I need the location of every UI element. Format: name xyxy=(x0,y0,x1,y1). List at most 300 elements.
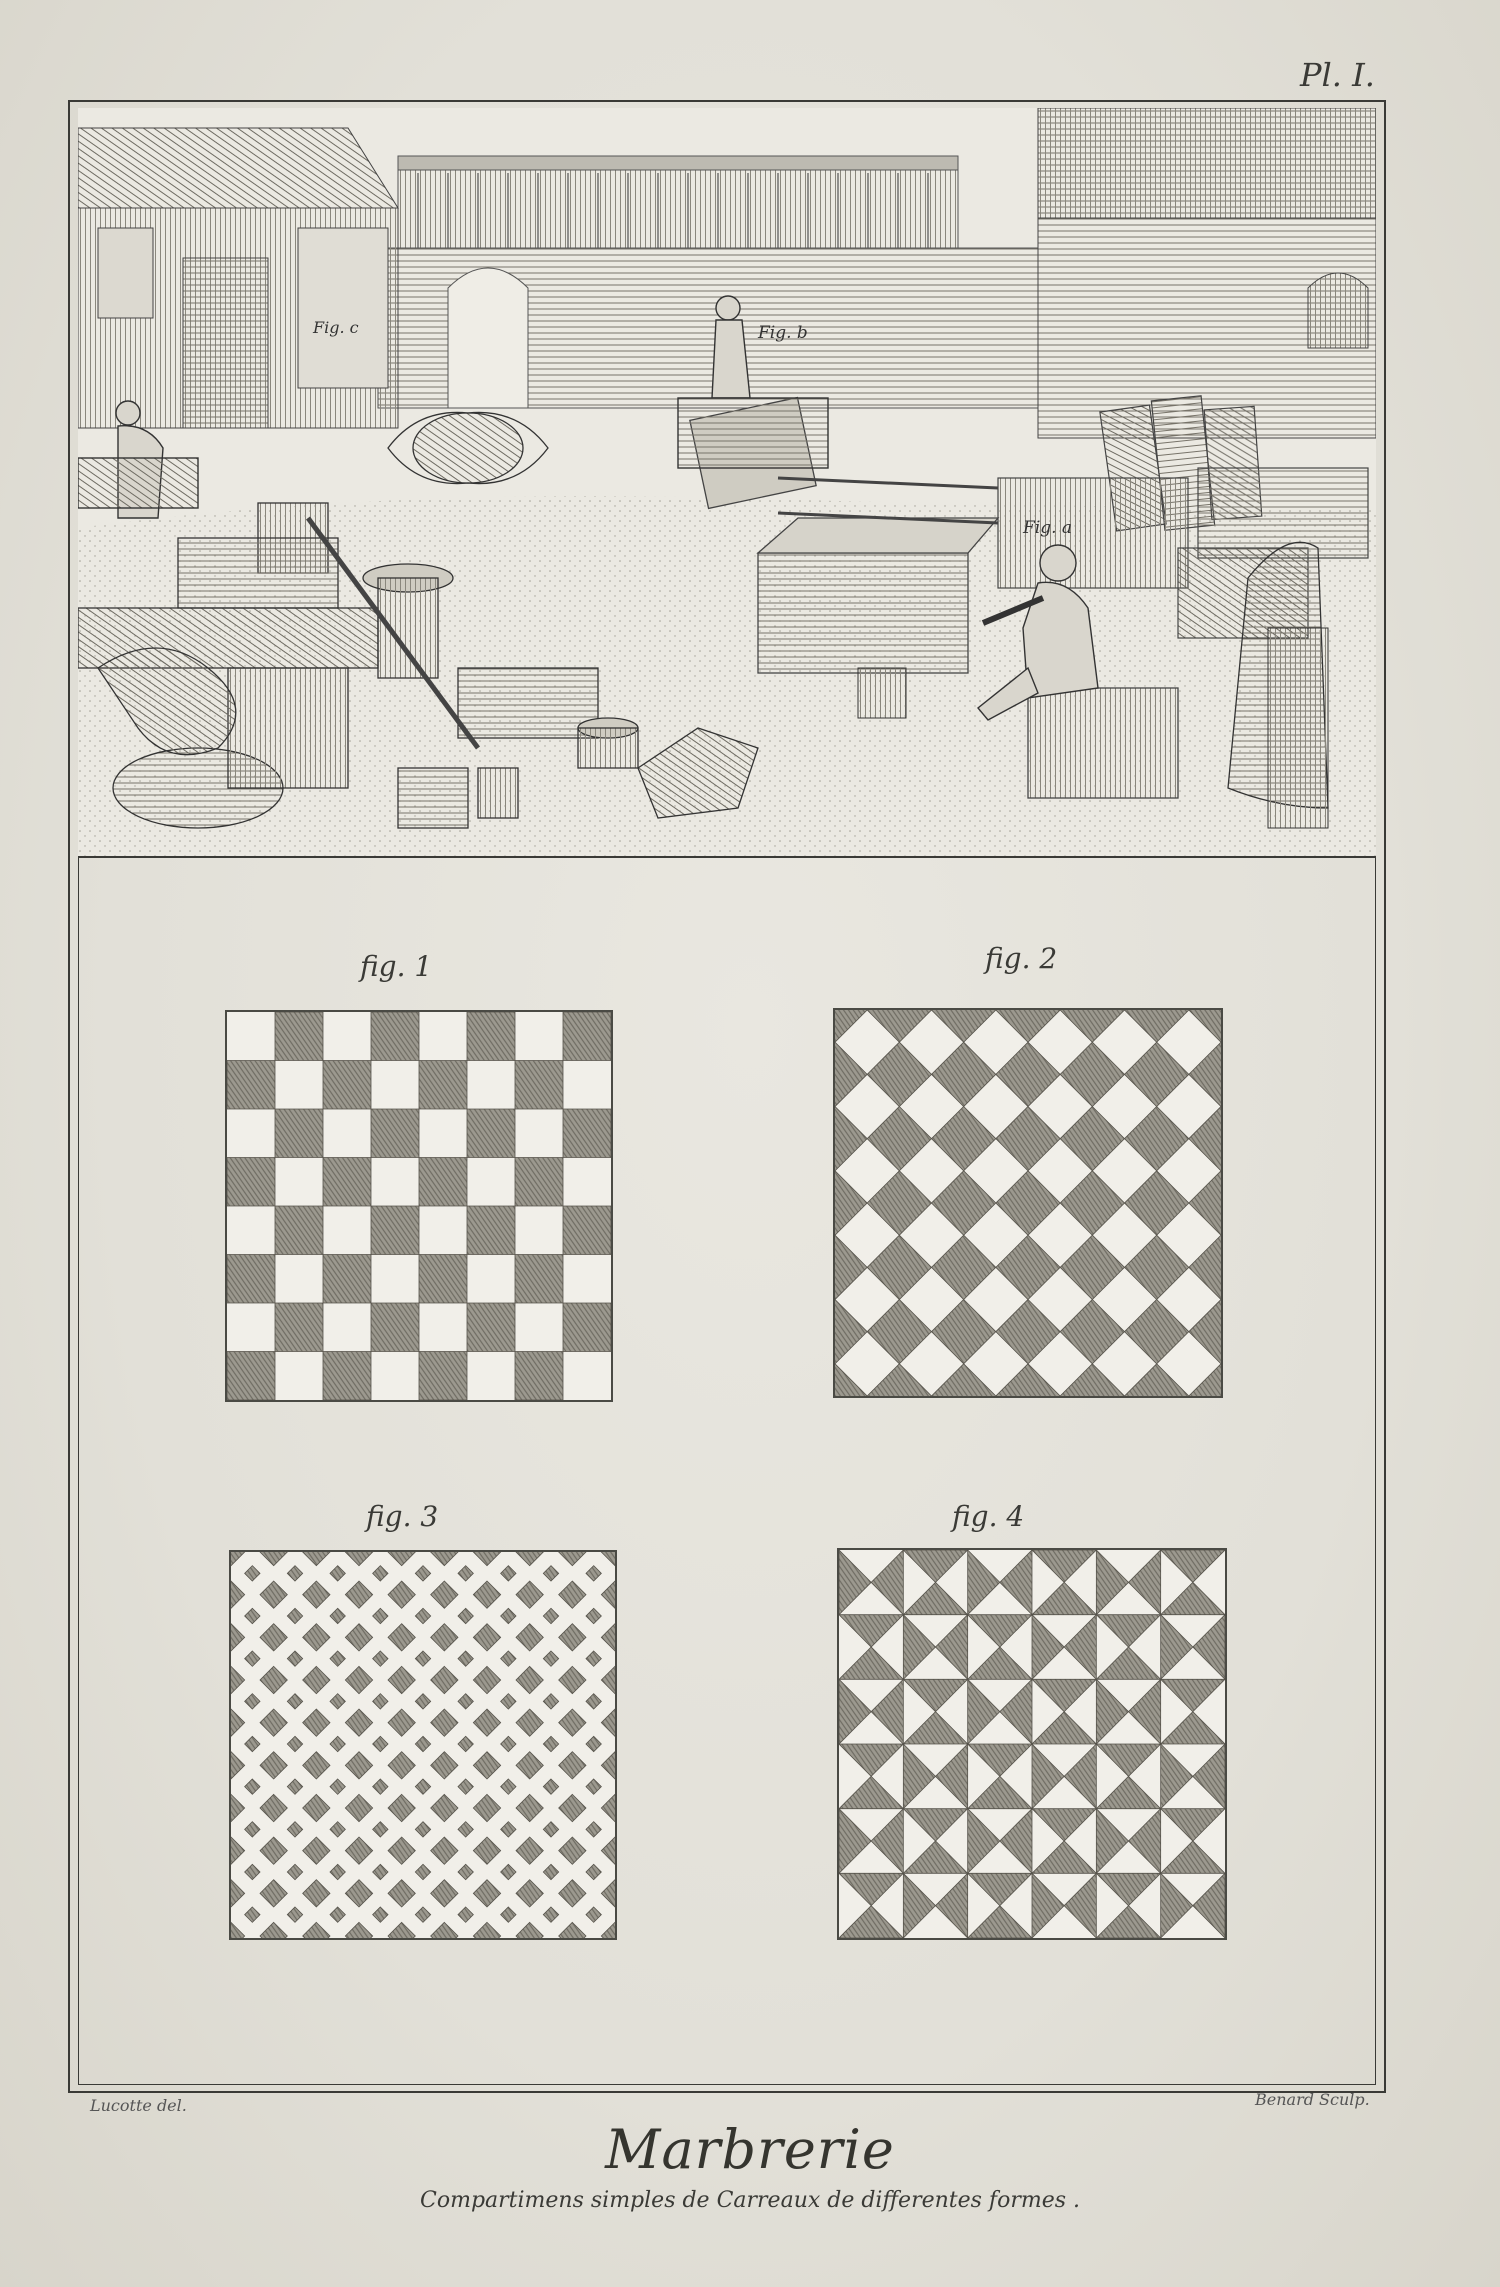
dark-tile xyxy=(936,1873,968,1938)
dark-tile xyxy=(932,1107,996,1171)
dark-tile xyxy=(260,1581,287,1608)
dark-tile xyxy=(303,1624,330,1651)
dark-tile xyxy=(586,1822,601,1837)
dark-tile xyxy=(373,1608,388,1623)
fig-4-triangle-tiles xyxy=(837,1548,1227,1940)
dark-tile xyxy=(373,1864,388,1879)
dark-tile xyxy=(559,1552,586,1566)
dark-tile xyxy=(345,1624,372,1651)
dark-tile xyxy=(516,1552,543,1566)
dark-tile xyxy=(260,1752,287,1779)
dark-tile xyxy=(601,1794,615,1821)
dark-tile xyxy=(330,1736,345,1751)
dark-tile xyxy=(373,1566,388,1581)
dark-tile xyxy=(1060,1107,1124,1171)
dark-tile xyxy=(458,1694,473,1709)
dark-tile xyxy=(968,1615,1032,1647)
dark-tile xyxy=(431,1922,458,1938)
dark-tile xyxy=(1000,1809,1032,1874)
dark-tile xyxy=(839,1906,903,1938)
dark-tile xyxy=(835,1010,867,1042)
dark-tile xyxy=(245,1608,260,1623)
dark-tile xyxy=(388,1581,415,1608)
dark-tile xyxy=(330,1608,345,1623)
dark-tile xyxy=(260,1837,287,1864)
dark-tile xyxy=(1060,1171,1124,1235)
dark-tile xyxy=(260,1666,287,1693)
dark-tile xyxy=(1032,1841,1096,1873)
dark-tile xyxy=(515,1061,563,1110)
dark-tile xyxy=(345,1552,372,1566)
dark-tile xyxy=(467,1303,515,1352)
dark-tile xyxy=(1161,1679,1225,1711)
dark-tile xyxy=(1064,1615,1096,1680)
dark-tile xyxy=(835,1042,867,1106)
dark-tile xyxy=(968,1809,1000,1874)
dark-tile xyxy=(1189,1171,1221,1235)
dark-tile xyxy=(231,1709,245,1736)
dark-tile xyxy=(968,1873,1032,1905)
dark-tile xyxy=(231,1581,245,1608)
dark-tile xyxy=(227,1158,275,1207)
dark-tile xyxy=(1032,1744,1064,1809)
dark-tile xyxy=(996,1171,1060,1235)
dark-tile xyxy=(586,1651,601,1666)
dark-tile xyxy=(543,1736,558,1751)
dark-tile xyxy=(345,1581,372,1608)
dark-tile xyxy=(559,1880,586,1907)
dark-tile xyxy=(245,1907,260,1922)
dark-tile xyxy=(871,1679,903,1744)
dark-tile xyxy=(501,1608,516,1623)
dark-tile xyxy=(415,1566,430,1581)
dark-tile xyxy=(516,1922,543,1938)
dark-tile xyxy=(1032,1712,1096,1744)
dark-tile xyxy=(501,1907,516,1922)
dark-tile xyxy=(1096,1776,1160,1808)
dark-tile xyxy=(1125,1300,1189,1364)
dark-tile xyxy=(260,1880,287,1907)
dark-tile xyxy=(1125,1171,1189,1235)
dark-tile xyxy=(903,1679,967,1711)
dark-tile xyxy=(287,1779,302,1794)
dark-tile xyxy=(1161,1615,1193,1680)
credit-draughtsman: Lucotte del. xyxy=(90,2096,187,2115)
tile-pattern-svg xyxy=(227,1012,611,1400)
dark-tile xyxy=(1060,1010,1124,1042)
dark-tile xyxy=(1096,1809,1128,1874)
dark-tile xyxy=(839,1679,871,1744)
dark-tile xyxy=(1000,1550,1032,1615)
dark-tile xyxy=(586,1608,601,1623)
dark-tile xyxy=(601,1752,615,1779)
dark-tile xyxy=(601,1666,615,1693)
dark-tile xyxy=(968,1679,1000,1744)
dark-tile xyxy=(867,1107,931,1171)
dark-tile xyxy=(1189,1364,1221,1396)
dark-tile xyxy=(839,1647,903,1679)
dark-tile xyxy=(515,1255,563,1304)
dark-tile xyxy=(231,1922,245,1938)
dark-tile xyxy=(415,1608,430,1623)
dark-tile xyxy=(458,1864,473,1879)
dark-tile xyxy=(1161,1712,1225,1744)
dark-tile xyxy=(996,1235,1060,1299)
dark-tile xyxy=(373,1694,388,1709)
dark-tile xyxy=(323,1158,371,1207)
dark-tile xyxy=(458,1822,473,1837)
dark-tile xyxy=(419,1255,467,1304)
dark-tile xyxy=(388,1709,415,1736)
dark-tile xyxy=(260,1552,287,1566)
dark-tile xyxy=(839,1873,903,1905)
dark-tile xyxy=(323,1352,371,1401)
dark-tile xyxy=(601,1837,615,1864)
fig-1-label: fig. 1 xyxy=(360,950,433,983)
dark-tile xyxy=(231,1552,245,1566)
dark-tile xyxy=(275,1109,323,1158)
dark-tile xyxy=(936,1744,968,1809)
dark-tile xyxy=(415,1779,430,1794)
dark-tile xyxy=(303,1922,330,1938)
dark-tile xyxy=(867,1010,931,1042)
dark-tile xyxy=(1125,1235,1189,1299)
dark-tile xyxy=(543,1907,558,1922)
dark-tile xyxy=(559,1581,586,1608)
dark-tile xyxy=(431,1666,458,1693)
dark-tile xyxy=(388,1552,415,1566)
dark-tile xyxy=(543,1694,558,1709)
dark-tile xyxy=(835,1235,867,1299)
dark-tile xyxy=(501,1651,516,1666)
dark-tile xyxy=(867,1300,931,1364)
dark-tile xyxy=(227,1061,275,1110)
dark-tile xyxy=(1193,1873,1225,1938)
dark-tile xyxy=(543,1608,558,1623)
dark-tile xyxy=(501,1864,516,1879)
dark-tile xyxy=(932,1042,996,1106)
dark-tile xyxy=(431,1581,458,1608)
dark-tile xyxy=(501,1822,516,1837)
dark-tile xyxy=(231,1837,245,1864)
dark-tile xyxy=(245,1864,260,1879)
dark-tile xyxy=(1189,1107,1221,1171)
dark-tile xyxy=(330,1907,345,1922)
dark-tile xyxy=(431,1752,458,1779)
dark-tile xyxy=(231,1624,245,1651)
dark-tile xyxy=(473,1552,500,1566)
dark-tile xyxy=(586,1907,601,1922)
dark-tile xyxy=(515,1158,563,1207)
dark-tile xyxy=(1125,1010,1189,1042)
dark-tile xyxy=(388,1666,415,1693)
dark-tile xyxy=(287,1736,302,1751)
dark-tile xyxy=(996,1107,1060,1171)
dark-tile xyxy=(1161,1582,1225,1614)
dark-tile xyxy=(1096,1615,1160,1647)
dark-tile xyxy=(968,1744,1032,1776)
dark-tile xyxy=(345,1837,372,1864)
fig-3-small-diamond-tiles xyxy=(229,1550,617,1940)
dark-tile xyxy=(303,1552,330,1566)
dark-tile xyxy=(287,1694,302,1709)
dark-tile xyxy=(559,1752,586,1779)
dark-tile xyxy=(345,1752,372,1779)
dark-tile xyxy=(431,1552,458,1566)
dark-tile xyxy=(458,1779,473,1794)
dark-tile xyxy=(968,1550,1000,1615)
dark-tile xyxy=(936,1615,968,1680)
dark-tile xyxy=(1096,1744,1160,1776)
dark-tile xyxy=(371,1303,419,1352)
dark-tile xyxy=(501,1736,516,1751)
dark-tile xyxy=(871,1809,903,1874)
dark-tile xyxy=(501,1779,516,1794)
dark-tile xyxy=(601,1624,615,1651)
dark-tile xyxy=(287,1651,302,1666)
dark-tile xyxy=(415,1736,430,1751)
workshop-scene-drawing xyxy=(78,108,1376,858)
dark-tile xyxy=(415,1822,430,1837)
dark-tile xyxy=(516,1880,543,1907)
dark-tile xyxy=(373,1907,388,1922)
plate-subtitle: Compartimens simples de Carreaux de differentes formes . xyxy=(420,2188,1080,2213)
dark-tile xyxy=(473,1581,500,1608)
dark-tile xyxy=(473,1624,500,1651)
dark-tile xyxy=(1000,1679,1032,1744)
dark-tile xyxy=(1161,1744,1193,1809)
dark-tile xyxy=(388,1837,415,1864)
fig-3-label: fig. 3 xyxy=(366,1500,439,1533)
dark-tile xyxy=(345,1666,372,1693)
dark-tile xyxy=(559,1794,586,1821)
dark-tile xyxy=(415,1651,430,1666)
dark-tile xyxy=(1193,1615,1225,1680)
dark-tile xyxy=(345,1794,372,1821)
dark-tile xyxy=(231,1752,245,1779)
dark-tile xyxy=(839,1550,871,1615)
dark-tile xyxy=(330,1822,345,1837)
dark-tile xyxy=(601,1922,615,1938)
dark-tile xyxy=(330,1779,345,1794)
dark-tile xyxy=(330,1566,345,1581)
dark-tile xyxy=(1129,1809,1161,1874)
dark-tile xyxy=(1189,1010,1221,1042)
dark-tile xyxy=(458,1651,473,1666)
dark-tile xyxy=(227,1255,275,1304)
dark-tile xyxy=(431,1624,458,1651)
dark-tile xyxy=(260,1922,287,1938)
dark-tile xyxy=(388,1794,415,1821)
dark-tile xyxy=(932,1364,996,1396)
dark-tile xyxy=(1161,1873,1193,1938)
dark-tile xyxy=(903,1615,935,1680)
dark-tile xyxy=(371,1012,419,1061)
dark-tile xyxy=(1125,1364,1189,1396)
dark-tile xyxy=(996,1364,1060,1396)
dark-tile xyxy=(275,1303,323,1352)
dark-tile xyxy=(1060,1235,1124,1299)
dark-tile xyxy=(1060,1364,1124,1396)
dark-tile xyxy=(968,1906,1032,1938)
dark-tile xyxy=(1129,1679,1161,1744)
dark-tile xyxy=(839,1615,903,1647)
dark-tile xyxy=(559,1624,586,1651)
dark-tile xyxy=(245,1736,260,1751)
dark-tile xyxy=(932,1235,996,1299)
dark-tile xyxy=(303,1837,330,1864)
dark-tile xyxy=(473,1752,500,1779)
dark-tile xyxy=(473,1709,500,1736)
dark-tile xyxy=(996,1042,1060,1106)
dark-tile xyxy=(245,1566,260,1581)
dark-tile xyxy=(303,1880,330,1907)
dark-tile xyxy=(1096,1873,1160,1905)
dark-tile xyxy=(996,1010,1060,1042)
dark-tile xyxy=(1032,1615,1064,1680)
dark-tile xyxy=(473,1837,500,1864)
dark-tile xyxy=(516,1752,543,1779)
dark-tile xyxy=(1096,1550,1128,1615)
dark-tile xyxy=(373,1822,388,1837)
dark-tile xyxy=(260,1624,287,1651)
dark-tile xyxy=(388,1880,415,1907)
dark-tile xyxy=(903,1809,967,1841)
dark-tile xyxy=(330,1694,345,1709)
dark-tile xyxy=(473,1666,500,1693)
dark-tile xyxy=(323,1255,371,1304)
dark-tile xyxy=(839,1744,903,1776)
dark-tile xyxy=(373,1651,388,1666)
fig-2-label: fig. 2 xyxy=(985,942,1058,975)
dark-tile xyxy=(563,1206,611,1255)
dark-tile xyxy=(1060,1300,1124,1364)
credit-engraver: Benard Sculp. xyxy=(1255,2090,1370,2109)
dark-tile xyxy=(867,1235,931,1299)
dark-tile xyxy=(1189,1042,1221,1106)
dark-tile xyxy=(516,1581,543,1608)
tile-pattern-svg xyxy=(231,1552,615,1938)
dark-tile xyxy=(996,1300,1060,1364)
dark-tile xyxy=(1189,1300,1221,1364)
dark-tile xyxy=(373,1736,388,1751)
dark-tile xyxy=(543,1651,558,1666)
dark-tile xyxy=(330,1864,345,1879)
dark-tile xyxy=(467,1206,515,1255)
scene-label-fig-c: Fig. c xyxy=(313,318,359,337)
dark-tile xyxy=(323,1061,371,1110)
dark-tile xyxy=(1064,1744,1096,1809)
dark-tile xyxy=(287,1907,302,1922)
dark-tile xyxy=(559,1709,586,1736)
dark-tile xyxy=(1096,1906,1160,1938)
dark-tile xyxy=(867,1171,931,1235)
dark-tile xyxy=(835,1300,867,1364)
dark-tile xyxy=(1032,1679,1096,1711)
dark-tile xyxy=(388,1752,415,1779)
fig-1-checker-tiles xyxy=(225,1010,613,1402)
dark-tile xyxy=(543,1864,558,1879)
dark-tile xyxy=(932,1300,996,1364)
dark-tile xyxy=(303,1752,330,1779)
dark-tile xyxy=(903,1550,967,1582)
dark-tile xyxy=(1189,1235,1221,1299)
dark-tile xyxy=(601,1552,615,1566)
dark-tile xyxy=(431,1794,458,1821)
workshop-scene-illustration xyxy=(78,108,1376,858)
dark-tile xyxy=(245,1822,260,1837)
dark-tile xyxy=(543,1566,558,1581)
dark-tile xyxy=(903,1873,935,1938)
dark-tile xyxy=(559,1666,586,1693)
dark-tile xyxy=(458,1736,473,1751)
dark-tile xyxy=(968,1647,1032,1679)
dark-tile xyxy=(245,1694,260,1709)
dark-tile xyxy=(586,1779,601,1794)
dark-tile xyxy=(1161,1550,1225,1582)
dark-tile xyxy=(231,1666,245,1693)
dark-tile xyxy=(330,1651,345,1666)
dark-tile xyxy=(415,1694,430,1709)
dark-tile xyxy=(903,1841,967,1873)
dark-tile xyxy=(419,1352,467,1401)
dark-tile xyxy=(903,1744,935,1809)
dark-tile xyxy=(563,1109,611,1158)
dark-tile xyxy=(543,1779,558,1794)
dark-tile xyxy=(260,1794,287,1821)
dark-tile xyxy=(867,1042,931,1106)
dark-tile xyxy=(431,1880,458,1907)
dark-tile xyxy=(1161,1841,1225,1873)
dark-tile xyxy=(516,1666,543,1693)
dark-tile xyxy=(835,1364,867,1396)
dark-tile xyxy=(458,1566,473,1581)
dark-tile xyxy=(601,1880,615,1907)
dark-tile xyxy=(516,1794,543,1821)
dark-tile xyxy=(1064,1873,1096,1938)
dark-tile xyxy=(1193,1744,1225,1809)
dark-tile xyxy=(586,1864,601,1879)
dark-tile xyxy=(371,1109,419,1158)
dark-tile xyxy=(835,1171,867,1235)
fig-4-label: fig. 4 xyxy=(952,1500,1025,1533)
dark-tile xyxy=(1125,1107,1189,1171)
dark-tile xyxy=(932,1010,996,1042)
dark-tile xyxy=(586,1736,601,1751)
dark-tile xyxy=(1032,1550,1096,1582)
dark-tile xyxy=(287,1864,302,1879)
dark-tile xyxy=(419,1158,467,1207)
dark-tile xyxy=(303,1794,330,1821)
dark-tile xyxy=(563,1303,611,1352)
scene-label-fig-a: Fig. a xyxy=(1023,518,1073,538)
dark-tile xyxy=(515,1352,563,1401)
dark-tile xyxy=(371,1206,419,1255)
dark-tile xyxy=(586,1694,601,1709)
dark-tile xyxy=(260,1709,287,1736)
dark-tile xyxy=(303,1581,330,1608)
dark-tile xyxy=(227,1352,275,1401)
dark-tile xyxy=(1161,1809,1225,1841)
dark-tile xyxy=(1096,1679,1128,1744)
dark-tile xyxy=(516,1624,543,1651)
dark-tile xyxy=(601,1581,615,1608)
plate-title: Marbrerie xyxy=(605,2118,895,2181)
dark-tile xyxy=(458,1907,473,1922)
dark-tile xyxy=(903,1582,967,1614)
dark-tile xyxy=(559,1837,586,1864)
dark-tile xyxy=(516,1837,543,1864)
